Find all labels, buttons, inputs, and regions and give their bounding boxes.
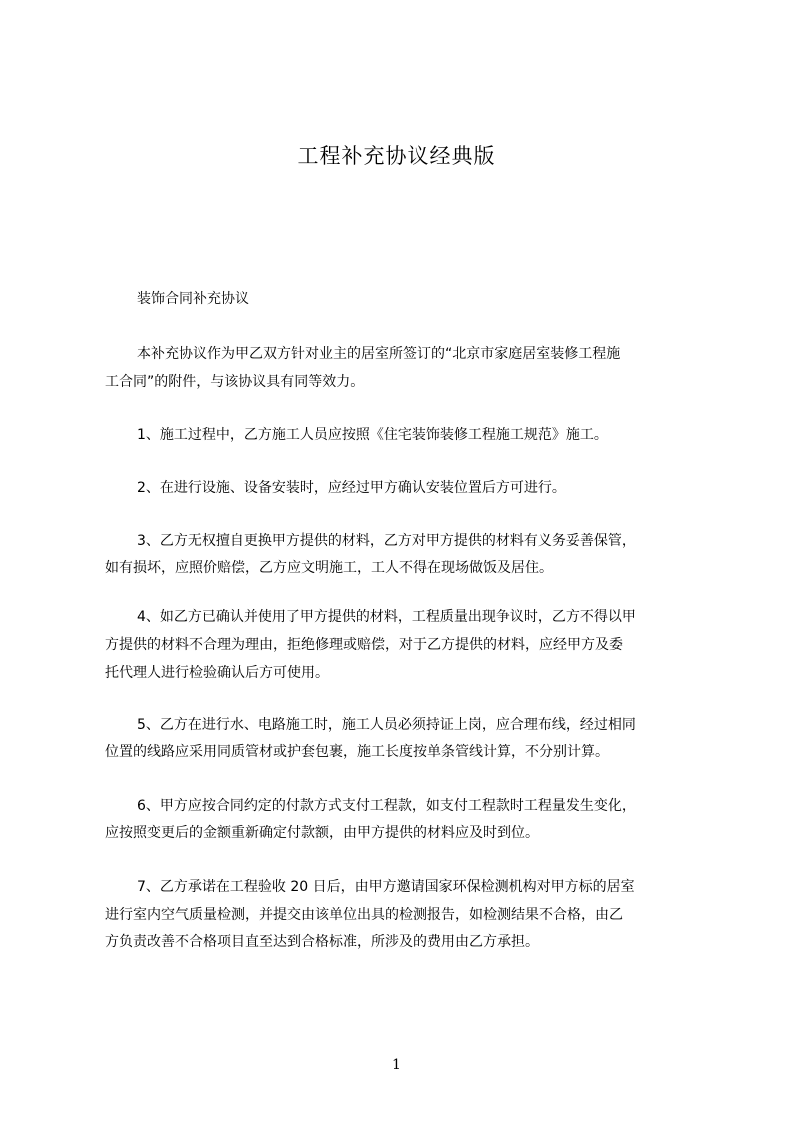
clause-7-line-2: 进行室内空气质量检测，并提交由该单位出具的检测报告，如检测结果不合格，由乙: [105, 907, 623, 923]
clause-7-line-3: 方负责改善不合格项目直至达到合格标准，所涉及的费用由乙方承担。: [105, 934, 539, 950]
clause-4-line-2: 方提供的材料不合理为理由，拒绝修理或赔偿，对于乙方提供的材料，应经甲方及委: [105, 637, 623, 653]
clause-6-line-1: 6、甲方应按合同约定的付款方式支付工程款，如支付工程款时工程量发生变化，: [137, 798, 636, 814]
intro-line-1: 本补充协议作为甲乙双方针对业主的居室所签订的“北京市家庭居室装修工程施: [137, 346, 621, 362]
clause-6-line-2: 应按照变更后的金额重新确定付款额，由甲方提供的材料应及时到位。: [105, 825, 539, 841]
clause-3-line-1: 3、乙方无权擅自更换甲方提供的材料，乙方对甲方提供的材料有义务妥善保管，: [137, 533, 636, 549]
clause-2-line-1: 2、在进行设施、设备安装时，应经过甲方确认安装位置后方可进行。: [137, 480, 566, 496]
clause-1-line-1: 1、施工过程中，乙方施工人员应按照《住宅装饰装修工程施工规范》施工。: [137, 427, 608, 443]
clause-3-line-2: 如有损坏，应照价赔偿，乙方应文明施工，工人不得在现场做饭及居住。: [105, 560, 553, 576]
clause-4-line-1: 4、如乙方已确认并使用了甲方提供的材料，工程质量出现争议时，乙方不得以甲: [137, 609, 636, 625]
clause-4-line-3: 托代理人进行检验确认后方可使用。: [105, 665, 329, 681]
clause-5-line-2: 位置的线路应采用同质管材或护套包裹，施工长度按单条管线计算，不分别计算。: [105, 744, 609, 760]
clause-5-line-1: 5、乙方在进行水、电路施工时，施工人员必须持证上岗，应合理布线，经过相同: [137, 717, 636, 733]
page-number: 1: [392, 1057, 401, 1073]
document-title: 工程补充协议经典版: [297, 144, 496, 168]
subtitle: 装饰合同补充协议: [137, 291, 249, 307]
clause-7-line-1: 7、乙方承诺在工程验收 20 日后，由甲方邀请国家环保检测机构对甲方标的居室: [137, 879, 635, 895]
intro-line-2: 工合同”的附件，与该协议具有同等效力。: [105, 374, 365, 390]
